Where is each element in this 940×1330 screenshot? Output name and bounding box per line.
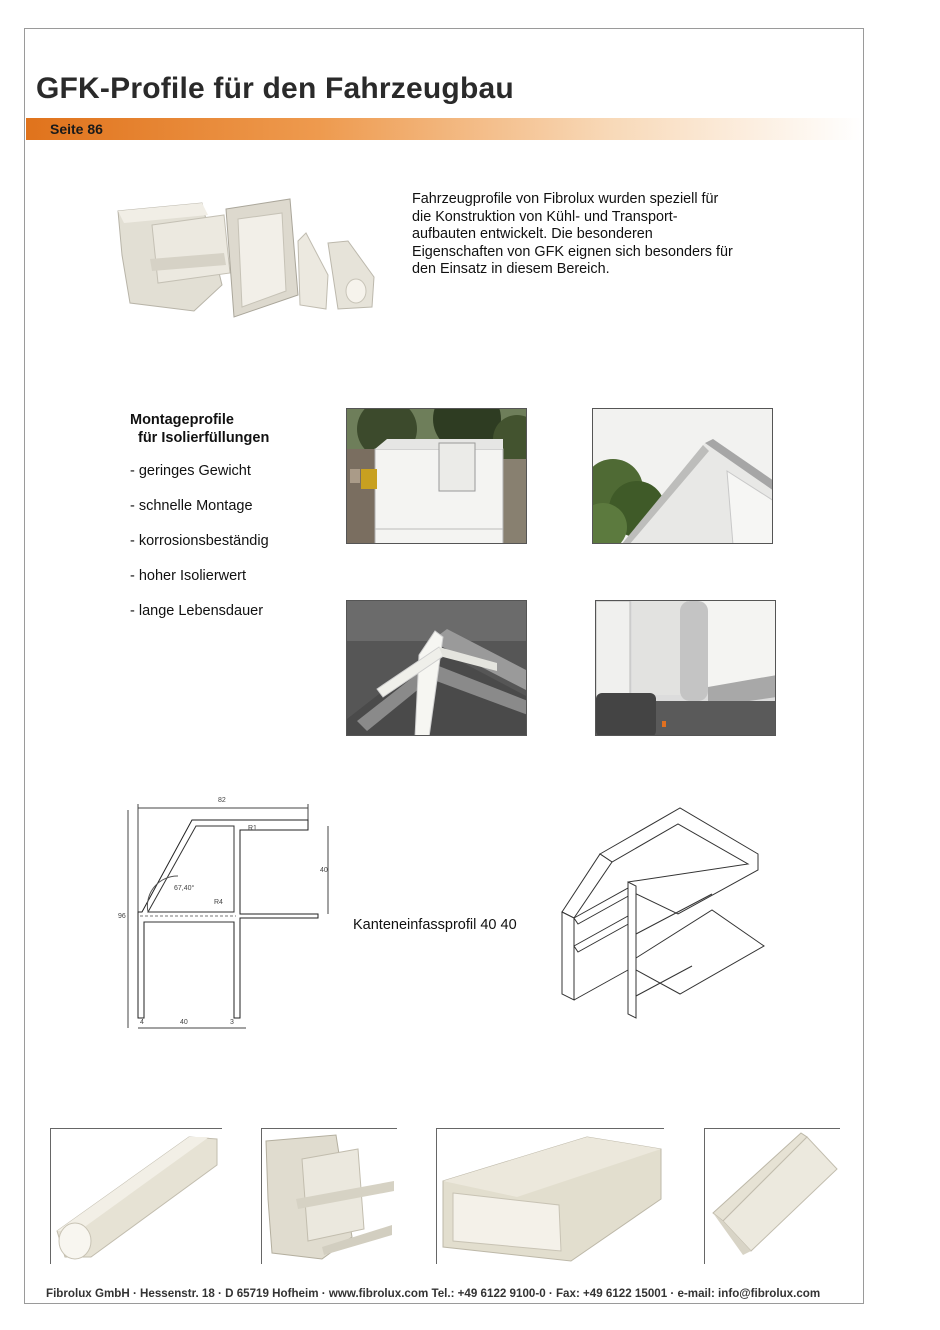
dim-right: 40 (320, 867, 328, 874)
technical-drawing (112, 790, 342, 1035)
dim-width: 82 (218, 797, 226, 804)
intro-line: Fahrzeugprofile von Fibrolux wurden speziell für (412, 191, 719, 207)
feature-subheading: für Isolierfüllungen (138, 430, 270, 446)
feature-list (130, 411, 270, 619)
feature-heading: Montageprofile (130, 412, 234, 428)
drawing-caption: Kanteneinfassprofil 40 40 (353, 917, 517, 933)
feature-item: - hoher Isolierwert (130, 568, 247, 584)
product-angle-profile (704, 1128, 840, 1264)
dim-right-small: 3 (230, 1019, 234, 1026)
dim-bottom: 40 (180, 1019, 188, 1026)
feature-item: - lange Lebensdauer (130, 603, 264, 619)
page-title: GFK-Profile für den Fahrzeugbau (36, 72, 514, 105)
photo-cooling-box (346, 408, 527, 544)
photo-box-corner (595, 600, 776, 736)
radius-label-1: R1 (248, 825, 257, 832)
dim-height: 96 (118, 913, 126, 920)
feature-item: - korrosionsbeständig (130, 533, 269, 549)
intro-line: aufbauten entwickelt. Die besonderen (412, 226, 653, 242)
intro-line: Eigenschaften von GFK eignen sich besonders für (412, 243, 733, 260)
intro-text (412, 191, 784, 279)
dim-left-small: 4 (140, 1019, 144, 1026)
product-channel-profile (261, 1128, 397, 1264)
intro-line: die Konstruktion von Kühl- und Transport- (412, 208, 678, 225)
intro-line: den Einsatz in diesem Bereich. (412, 261, 610, 277)
angle-label: 67,40° (174, 885, 195, 892)
radius-label-2: R4 (214, 899, 223, 906)
feature-item: - geringes Gewicht (130, 463, 251, 479)
page-bar (26, 118, 862, 140)
product-group-image (112, 195, 380, 320)
photo-corner-detail (592, 408, 773, 544)
photo-profile-joint (346, 600, 527, 736)
page-number: Seite 86 (50, 121, 103, 137)
feature-item: - schnelle Montage (130, 498, 253, 514)
isometric-drawing (552, 806, 768, 1020)
footer-contact: Fibrolux GmbH · Hessenstr. 18 · D 65719 Hofheim · www.fibrolux.com Tel.: +49 6122 9100-0 · Fax: +49 6122 15001 · e-mail: info@fibrolux.com (46, 1287, 821, 1300)
product-rectangle-tube (436, 1128, 664, 1264)
product-square-tube (50, 1128, 222, 1264)
